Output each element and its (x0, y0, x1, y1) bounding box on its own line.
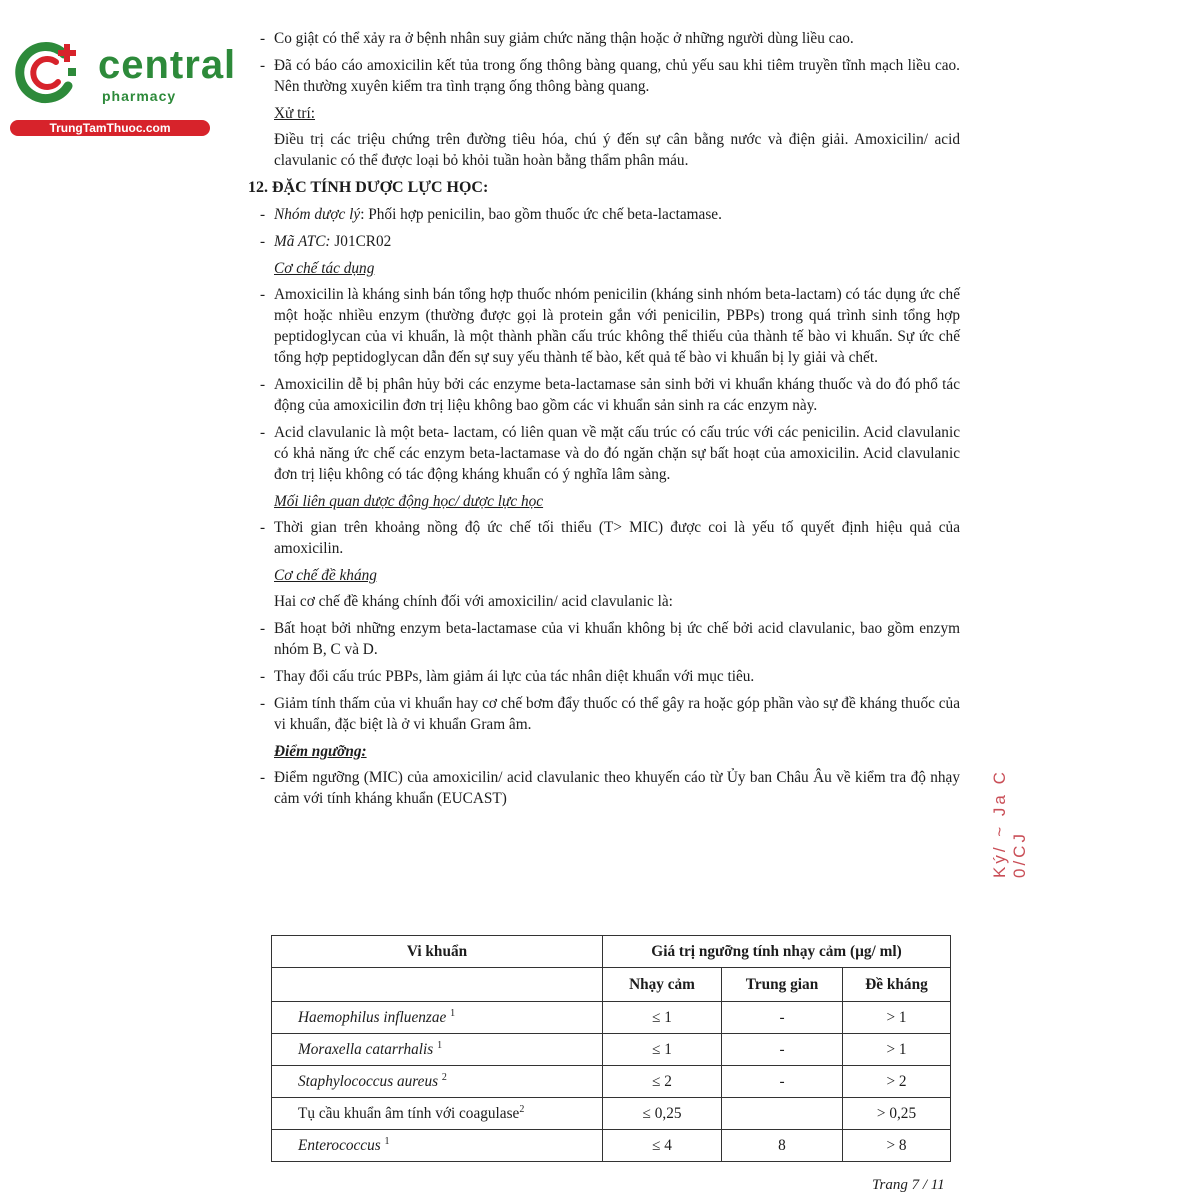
pharm-group (248, 204, 960, 225)
pkpd-heading: Mối liên quan dược động học/ dược lực học (274, 493, 544, 510)
footnote: 1 (437, 1039, 443, 1051)
page-number: Trang 7 / 11 (872, 1177, 945, 1193)
value-r: > 0,25 (843, 1098, 951, 1130)
col-bacteria: Vi khuẩn (272, 936, 603, 968)
table-row (272, 1002, 951, 1034)
mechanism-item: - Amoxicilin là kháng sinh bán tổng hợp thuốc nhóm penicilin (kháng sinh nhóm beta-lactam) có tác dụng ức chế một hoặc nhiều enzym (thường được gọi là protein gắn với penicilin, PBPs) trong quá trình sinh tổng hợp peptidoglycan của vi khuẩn, là một thành phần cấu trúc không thể thiếu của thành tế bào vi khuẩn. Sự ức chế tổng hợp peptidoglycan dẫn đến sự suy yếu thành tế bào, kết quả tế bào vi khuẩn bị ly giải và chết. (248, 284, 960, 368)
table-row (272, 1130, 951, 1162)
table-row (272, 1034, 951, 1066)
value-i: - (722, 1034, 843, 1066)
organism: Enterococcus (298, 1137, 381, 1155)
table-row (272, 1098, 951, 1130)
resistance-heading: Cơ chế đề kháng (274, 567, 377, 584)
footnote: 2 (519, 1103, 525, 1115)
overdose-bullet: - Đã có báo cáo amoxicilin kết tủa trong ống thông bàng quang, chủ yếu sau khi tiêm truyền tĩnh mạch liều cao. Nên thường xuyên kiểm tra tình trạng ống thông bàng quang. (248, 55, 960, 97)
value-r: > 2 (843, 1066, 951, 1098)
footnote: 1 (384, 1135, 390, 1147)
atc-value: J01CR02 (330, 233, 392, 250)
mechanism-item: - Acid clavulanic là một beta- lactam, có liên quan về mặt cấu trúc có cấu trúc với các penicilin. Acid clavulanic có khả năng ức chế các enzym beta-lactamase và do đó ngăn chặn sự bất hoạt của amoxicilin. Acid clavulanic đơn trị liệu không có tác động kháng khuẩn có ý nghĩa lâm sàng. (248, 422, 960, 485)
section-title: 12. ĐẶC TÍNH DƯỢC LỰC HỌC: (248, 179, 489, 196)
resistance-intro: Hai cơ chế đề kháng chính đối với amoxicilin/ acid clavulanic là: (274, 593, 673, 610)
atc-label: Mã ATC: (274, 233, 331, 250)
brand-url: TrungTamThuoc.com (10, 120, 210, 136)
footnote: 1 (450, 1007, 456, 1019)
value-s: ≤ 1 (603, 1002, 722, 1034)
table-header-row (272, 936, 951, 968)
pkpd-item: - Thời gian trên khoảng nồng độ ức chế tối thiểu (T> MIC) được coi là yếu tố quyết định hiệu quả của amoxicilin. (248, 517, 960, 559)
table-subheader-row (272, 968, 951, 1002)
value-r: > 1 (843, 1034, 951, 1066)
resistance-item: - Thay đổi cấu trúc PBPs, làm giảm ái lực của tác nhân diệt khuẩn với mục tiêu. (248, 666, 960, 687)
value-s: ≤ 1 (603, 1034, 722, 1066)
col-resistant: Đề kháng (843, 968, 951, 1002)
brand-name: central (98, 43, 237, 87)
overdose-bullet: - Co giật có thể xảy ra ở bệnh nhân suy giảm chức năng thận hoặc ở những người dùng liều cao. (248, 28, 960, 49)
resistance-item: - Bất hoạt bởi những enzym beta-lactamase của vi khuẩn không bị ức chế bởi acid clavulanic, bao gồm enzym nhóm B, C và D. (248, 618, 960, 660)
value-r: > 8 (843, 1130, 951, 1162)
breakpoints-heading: Điểm ngưỡng: (274, 743, 367, 760)
value-i (722, 1098, 843, 1130)
organism: Staphylococcus aureus (298, 1073, 439, 1091)
breakpoints-item: - Điểm ngưỡng (MIC) của amoxicilin/ acid clavulanic theo khuyến cáo từ Ủy ban Châu Âu về kiểm tra độ nhạy cảm với tính kháng khuẩn (EUCAST) (248, 767, 960, 809)
pharm-group-value: : Phối hợp penicilin, bao gồm thuốc ức chế beta-lactamase. (360, 206, 722, 223)
col-empty (272, 968, 603, 1002)
side-stamp: Ký/ ~ Ja C 0/CJ (990, 769, 1029, 878)
col-susceptible: Nhạy cảm (603, 968, 722, 1002)
footnote: 2 (441, 1071, 447, 1083)
brand-logo (10, 36, 237, 136)
resistance-item: - Giảm tính thấm của vi khuẩn hay cơ chế bơm đẩy thuốc có thể gây ra hoặc góp phần vào sự đề kháng thuốc của vi khuẩn, đặc biệt là ở vi khuẩn Gram âm. (248, 693, 960, 735)
document-body (248, 28, 960, 815)
value-i: - (722, 1066, 843, 1098)
brand-sub: pharmacy (102, 88, 177, 104)
col-intermediate: Trung gian (722, 968, 843, 1002)
atc-code (248, 231, 960, 252)
mechanism-item: - Amoxicilin dễ bị phân hủy bởi các enzyme beta-lactamase sản sinh bởi vi khuẩn kháng thuốc và do đó phổ tác động của amoxicilin đơn trị liệu không bao gồm các vi khuẩn sản sinh ra các enzym này. (248, 374, 960, 416)
eucast-breakpoint-table (271, 935, 951, 1162)
organism: Haemophilus influenzae (298, 1009, 447, 1027)
management-text: Điều trị các triệu chứng trên đường tiêu hóa, chú ý đến sự cân bằng nước và điện giải. Amoxicilin/ acid clavulanic có thể được loại bỏ khỏi tuần hoàn bằng thẩm phân máu. (274, 131, 960, 169)
col-group: Giá trị ngưỡng tính nhạy cảm (µg/ ml) (603, 936, 951, 968)
table-row (272, 1066, 951, 1098)
value-i: - (722, 1002, 843, 1034)
value-i: 8 (722, 1130, 843, 1162)
pharm-group-label: Nhóm dược lý (274, 206, 361, 223)
organism: Moraxella catarrhalis (298, 1041, 434, 1059)
organism: Tụ cầu khuẩn âm tính với coagulase (298, 1105, 520, 1123)
value-r: > 1 (843, 1002, 951, 1034)
management-heading: Xử trí: (274, 105, 316, 122)
value-s: ≤ 4 (603, 1130, 722, 1162)
central-pharmacy-logo-icon (14, 38, 82, 106)
mechanism-heading: Cơ chế tác dụng (274, 260, 375, 277)
value-s: ≤ 0,25 (603, 1098, 722, 1130)
value-s: ≤ 2 (603, 1066, 722, 1098)
